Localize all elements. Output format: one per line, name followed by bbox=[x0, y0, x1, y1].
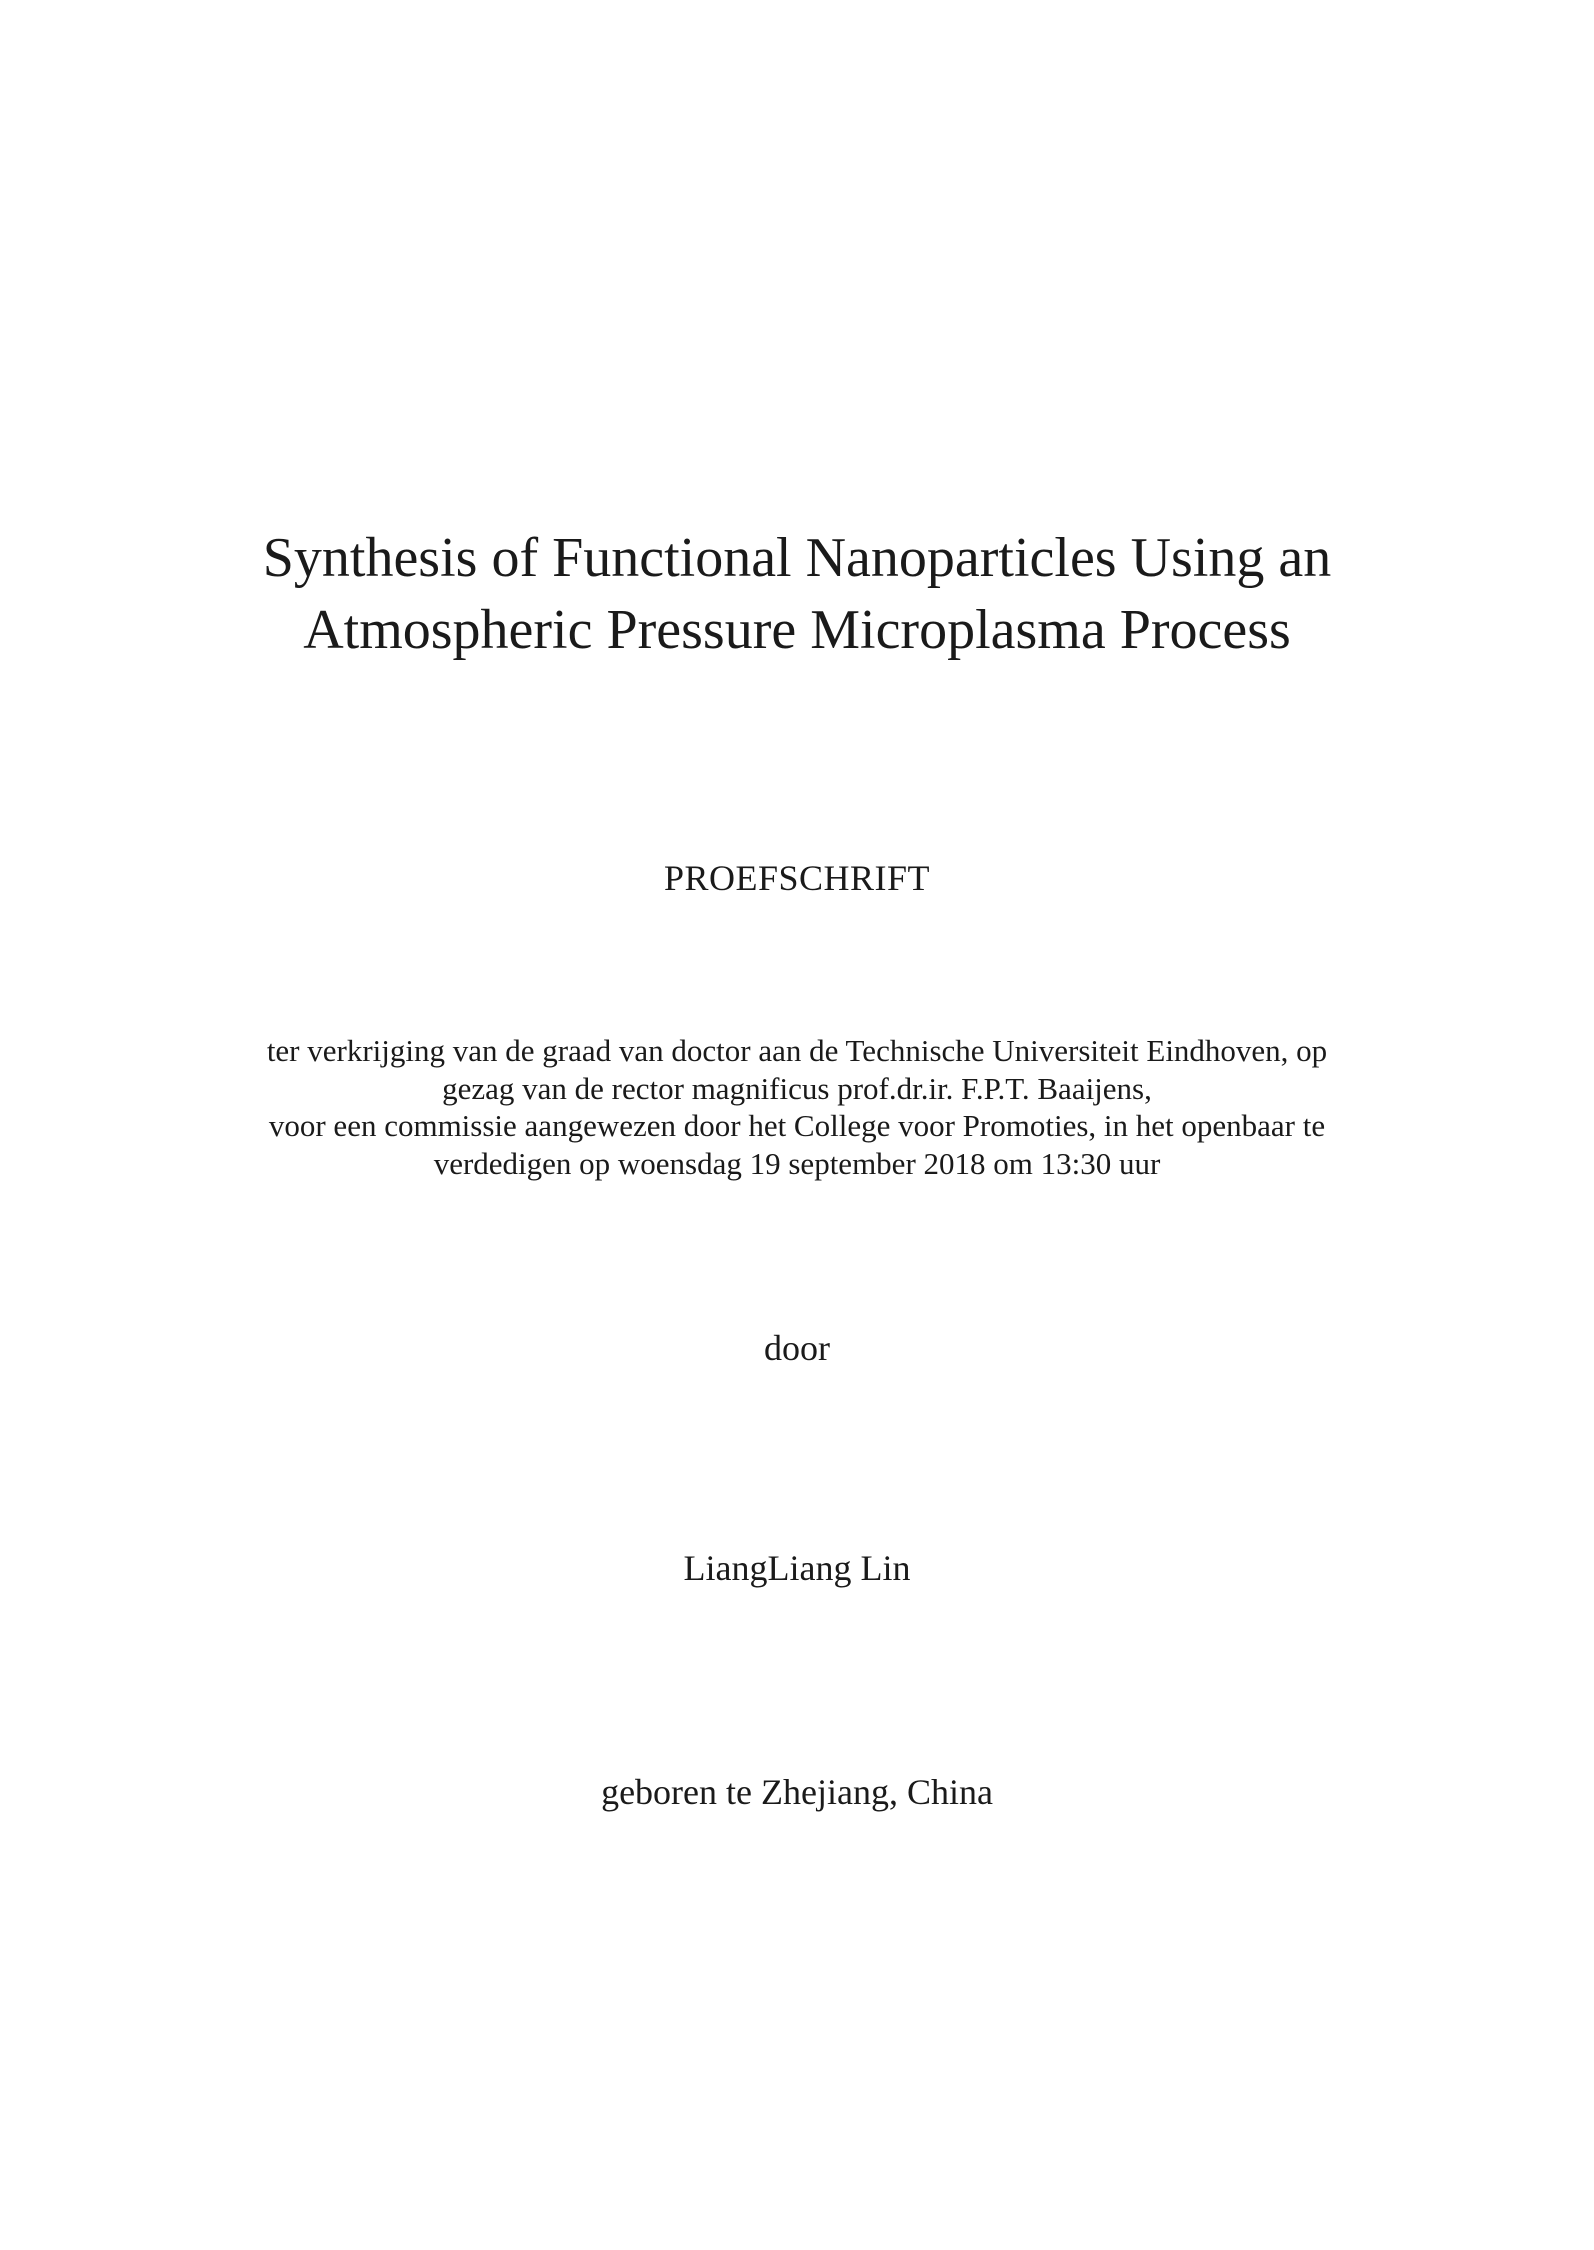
degree-statement-line-3: voor een commissie aangewezen door het College voor Promoties, in het openbaar te bbox=[268, 1108, 1326, 1143]
author-name: LiangLiang Lin bbox=[683, 1548, 911, 1588]
birthplace: geboren te Zhejiang, China bbox=[601, 1772, 993, 1812]
degree-statement-line-1: ter verkrijging van de graad van doctor aan de Technische Universiteit Eindhoven, op bbox=[266, 1033, 1328, 1068]
document-type: PROEFSCHRIFT bbox=[663, 858, 931, 898]
degree-statement-line-2: gezag van de rector magnificus prof.dr.ir. F.P.T. Baaijens, bbox=[442, 1070, 1152, 1106]
thesis-title-line-1: Synthesis of Functional Nanoparticles Using an bbox=[262, 527, 1332, 589]
thesis-title-line-2: Atmospheric Pressure Microplasma Process bbox=[303, 599, 1291, 661]
degree-statement-line-4: verdedigen op woensdag 19 september 2018 om 13:30 uur bbox=[433, 1145, 1161, 1181]
by-label: door bbox=[764, 1328, 830, 1368]
thesis-title bbox=[0, 522, 1594, 666]
degree-statement bbox=[0, 1032, 1594, 1182]
